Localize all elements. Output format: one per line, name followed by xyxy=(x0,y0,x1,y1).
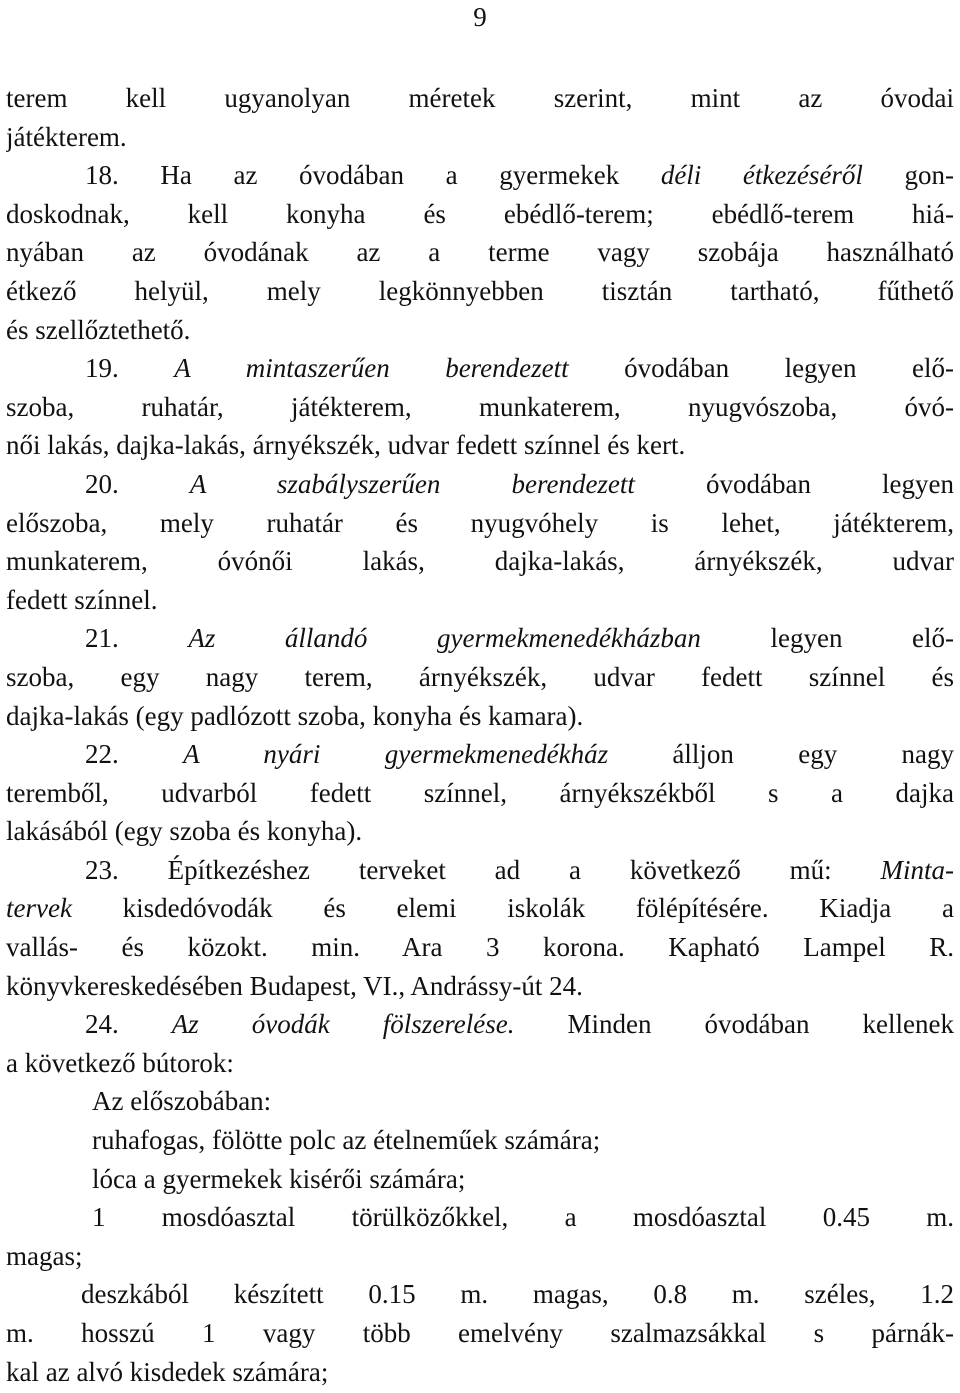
text-run: gon- xyxy=(862,160,954,191)
text-line: nyában az óvodának az a terme vagy szobája használható xyxy=(6,237,954,268)
text-line: teremből, udvarból fedett színnel, árnyékszékből s a dajka xyxy=(6,777,954,808)
text-line: szoba, egy nagy terem, árnyékszék, udvar fedett színnel és xyxy=(6,661,954,692)
text-line: doskodnak, kell konyha és ebédlő-terem; ebédlő-terem hiá- xyxy=(6,198,954,229)
text-line: játékterem. xyxy=(6,121,127,152)
text-run: Minden óvodában kellenek xyxy=(514,1009,954,1040)
text-run: 20. xyxy=(85,468,190,499)
text-run: legyen elő- xyxy=(700,623,954,654)
body-text xyxy=(6,79,954,1391)
text-line: kal az alvó kisdedek számára; xyxy=(6,1356,329,1387)
list-item: lóca a gyermekek kisérői számára; xyxy=(92,1163,466,1194)
text-run: 18. Ha az óvodában a gyermekek xyxy=(85,160,661,191)
section-heading: Az előszobában: xyxy=(92,1086,272,1117)
italic-run: A mintaszerűen berendezett xyxy=(174,353,569,384)
text-run: 23. Építkezéshez terveket ad a következő mű: xyxy=(85,854,881,885)
italic-run: Az óvodák fölszerelése. xyxy=(171,1009,515,1040)
italic-run: Minta- xyxy=(880,854,954,885)
paragraph-19-start xyxy=(6,349,954,388)
text-run: 24. xyxy=(85,1009,172,1040)
page-number: 9 xyxy=(473,2,487,32)
text-line xyxy=(6,889,954,928)
text-run: óvodában legyen elő- xyxy=(568,353,954,384)
text-run: 21. xyxy=(85,623,189,654)
italic-run: déli étkezéséről xyxy=(660,160,863,191)
text-line: fedett színnel. xyxy=(6,584,158,615)
text-line: lakásából (egy szoba és konyha). xyxy=(6,816,363,847)
italic-run: Az állandó gyermekmenedékházban xyxy=(188,623,701,654)
text-line: a következő bútorok: xyxy=(6,1047,234,1078)
text-line: női lakás, dajka-lakás, árnyékszék, udvar fedett színnel és kert. xyxy=(6,430,686,461)
paragraph-21-start xyxy=(6,619,954,658)
paragraph-18-start xyxy=(6,156,954,195)
text-line: munkaterem, óvónői lakás, dajka-lakás, árnyékszék, udvar xyxy=(6,546,954,577)
italic-run: tervek xyxy=(6,893,72,924)
text-run: 19. xyxy=(85,353,175,384)
italic-run: A szabályszerűen berendezett xyxy=(189,468,635,499)
text-line: terem kell ugyanolyan méretek szerint, mint az óvodai xyxy=(6,83,954,113)
text-line: magas; xyxy=(6,1240,83,1271)
text-line: könyvkereskedésében Budapest, VI., Andrássy-út 24. xyxy=(6,970,583,1001)
text-line: m. hosszú 1 vagy több emelvény szalmazsákkal s párnák- xyxy=(6,1318,954,1348)
paragraph-20-start xyxy=(6,465,954,504)
paragraph-22-start xyxy=(6,735,954,774)
text-line: előszoba, mely ruhatár és nyugvóhely is lehet, játékterem, xyxy=(6,507,954,538)
text-line: szoba, ruhatár, játékterem, munkaterem, nyugvószoba, óvó- xyxy=(6,391,954,422)
text-line: és szellőztethető. xyxy=(6,314,191,345)
list-item: deszkából készített 0.15 m. magas, 0.8 m. széles, 1.2 xyxy=(81,1279,954,1310)
text-line: dajka-lakás (egy padlózott szoba, konyha és kamara). xyxy=(6,700,584,731)
text-run: álljon egy nagy xyxy=(608,739,954,770)
paragraph-24-start xyxy=(6,1005,954,1044)
paragraph-23-start xyxy=(6,851,954,890)
list-item: 1 mosdóasztal törülközőkkel, a mosdóasztal 0.45 m. xyxy=(92,1202,954,1233)
text-run: óvodában legyen xyxy=(634,468,954,499)
list-item: ruhafogas, fölötte polc az ételneműek számára; xyxy=(92,1125,601,1156)
italic-run: A nyári gyermekmenedékház xyxy=(183,739,609,770)
text-run: kisdedóvodák és elemi iskolák fölépítésére. Kiadja a xyxy=(71,893,954,924)
text-line: étkező helyül, mely legkönnyebben tisztán tartható, fűthető xyxy=(6,275,954,306)
text-line: vallás- és közokt. min. Ara 3 korona. Kapható Lampel R. xyxy=(6,932,954,963)
text-run: 22. xyxy=(85,739,184,770)
